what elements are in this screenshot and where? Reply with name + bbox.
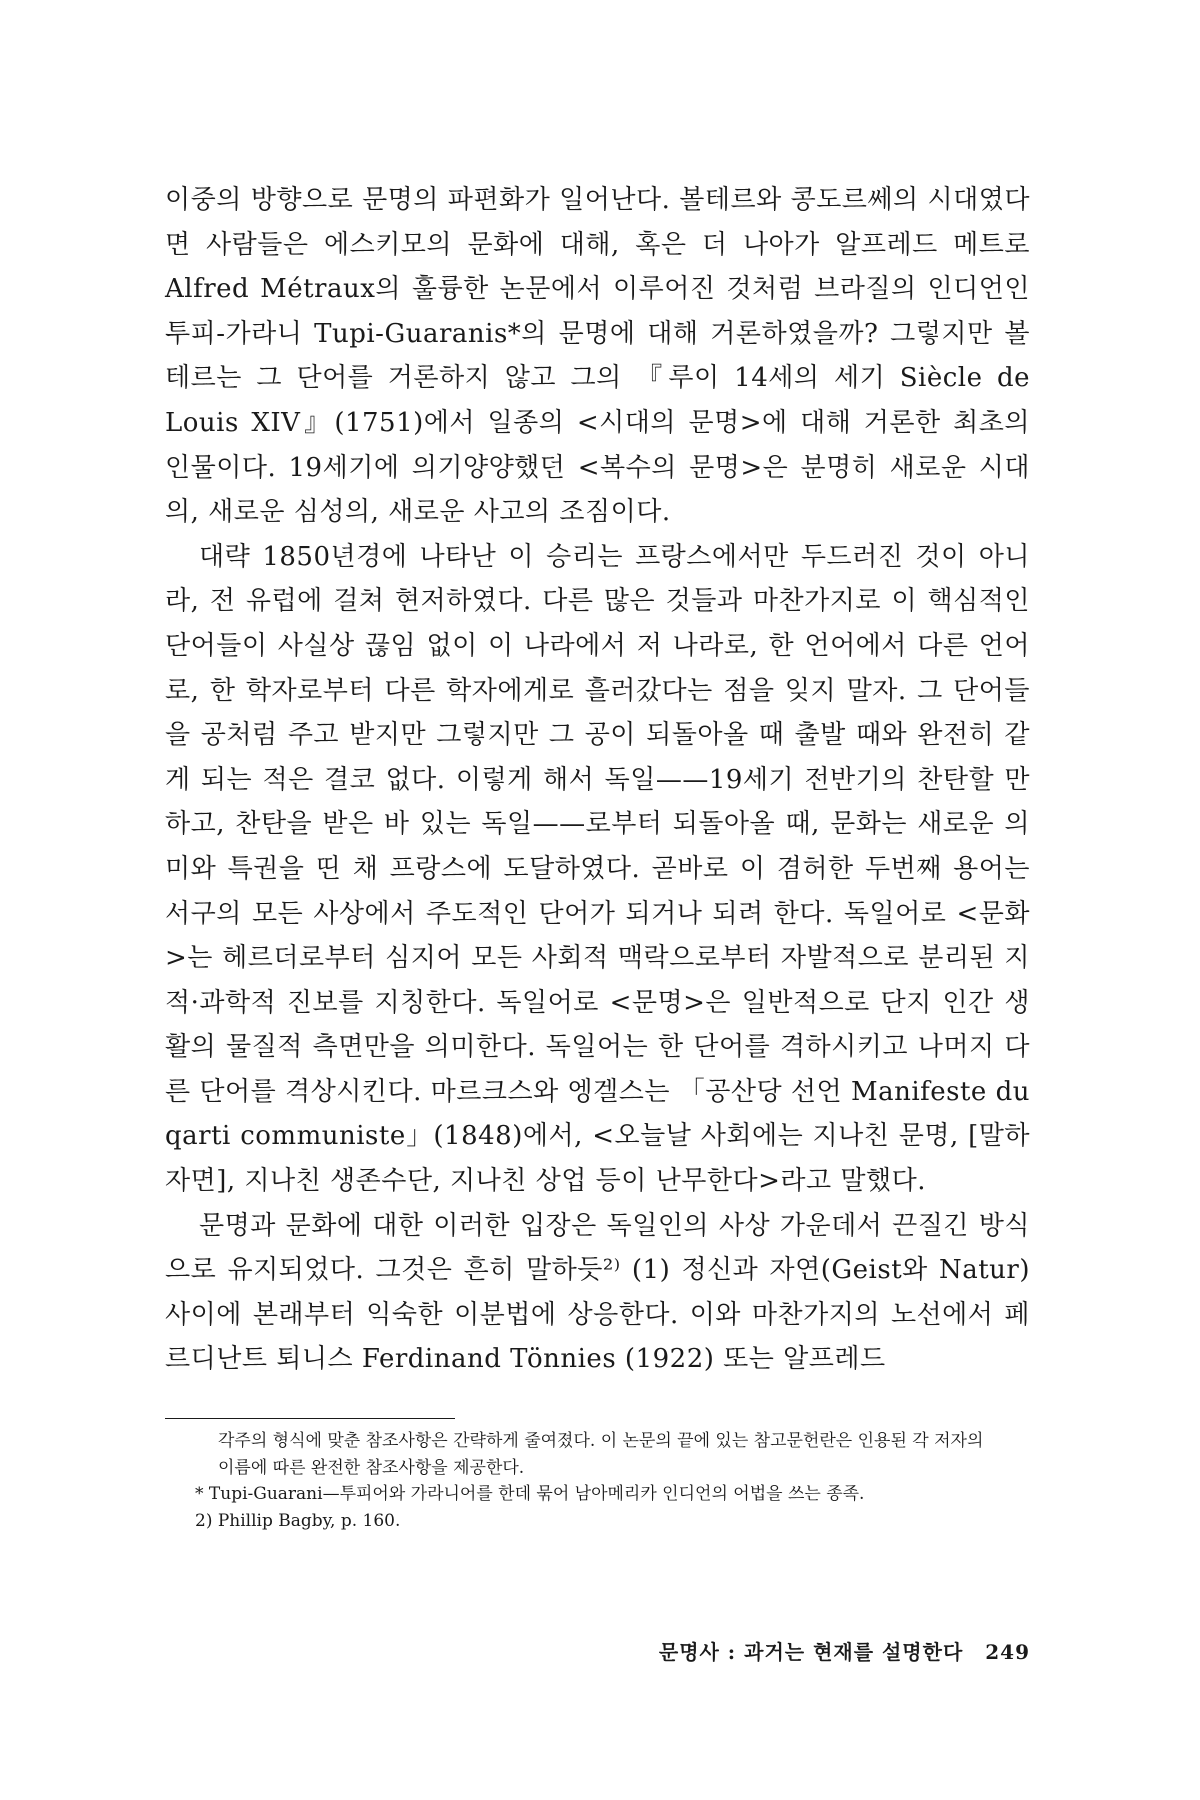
body-text xyxy=(165,178,1030,1382)
running-footer xyxy=(659,1636,1030,1665)
footnote-divider xyxy=(165,1418,455,1419)
paragraph-2: 대략 1850년경에 나타난 이 승리는 프랑스에서만 두드러진 것이 아니라, 전 유럽에 걸쳐 현저하였다. 다른 많은 것들과 마찬가지로 이 핵심적인 단어들이 사실상 끊임 없이 이 나라에서 저 나라로, 한 언어에서 다른 언어로, 한 학자로부터 다른 학자에게로 흘러갔다는 점을 잊지 말자. 그 단어들을 공처럼 주고 받지만 그렇지만 그 공이 되돌아올 때 출발 때와 완전히 같게 되는 적은 결코 없다. 이렇게 해서 독일——19세기 전반기의 찬탄할 만하고, 찬탄을 받은 바 있는 독일——로부터 되돌아올 때, 문화는 새로운 의미와 특권을 띤 채 프랑스에 도달하였다. 곧바로 이 겸허한 두번째 용어는 서구의 모든 사상에서 주도적인 단어가 되거나 되려 한다. 독일어로 <문화>는 헤르더로부터 심지어 모든 사회적 맥락으로부터 자발적으로 분리된 지적·과학적 진보를 지칭한다. 독일어로 <문명>은 일반적으로 단지 인간 생활의 물질적 측면만을 의미한다. 독일어는 한 단어를 격하시키고 나머지 다른 단어를 격상시킨다. 마르크스와 엥겔스는 「공산당 선언 Manifeste du qarti communiste」(1848)에서, <오늘날 사회에는 지나친 문명, [말하자면], 지나친 생존수단, 지나친 상업 등이 난무한다>라고 말했다. xyxy=(165,541,1030,1197)
footnote-asterisk: * Tupi-Guarani—투피어와 가라니어를 한데 묶어 남아메리카 인디언의 어법을 쓰는 종족. xyxy=(195,1484,865,1504)
page-number: 249 xyxy=(985,1640,1030,1664)
running-title: 문명사 : 과거는 현재를 설명한다 xyxy=(658,1640,964,1664)
paragraph-3: 문명과 문화에 대한 이러한 입장은 독일인의 사상 가운데서 끈질긴 방식으로 유지되었다. 그것은 흔히 말하듯²⁾ (1) 정신과 자연(Geist와 Natur) 사이에 본래부터 익숙한 이분법에 상응한다. 이와 마찬가지의 노선에서 페르디난트 퇴니스 Ferdinand Tönnies (1922) 또는 알프레드 xyxy=(165,1210,1030,1375)
footnote-2: 2) Phillip Bagby, p. 160. xyxy=(195,1510,401,1531)
footnote-general: 각주의 형식에 맞춘 참조사항은 간략하게 줄여졌다. 이 논문의 끝에 있는 참고문헌란은 인용된 각 저자의 이름에 따른 완전한 참조사항을 제공한다. xyxy=(218,1431,984,1478)
paragraph-1: 이중의 방향으로 문명의 파편화가 일어난다. 볼테르와 콩도르쎄의 시대였다면 사람들은 에스키모의 문화에 대해, 혹은 더 나아가 알프레드 메트로 Alfred Métraux의 훌륭한 논문에서 이루어진 것처럼 브라질의 인디언인 투피-가라니 Tupi-Guaranis*의 문명에 대해 거론하였을까? 그렇지만 볼테르는 그 단어를 거론하지 않고 그의 『루이 14세의 세기 Siècle de Louis XIV』(1751)에서 일종의 <시대의 문명>에 대해 거론한 최초의 인물이다. 19세기에 의기양양했던 <복수의 문명>은 분명히 새로운 시대의, 새로운 심성의, 새로운 사고의 조짐이다. xyxy=(165,185,1030,528)
footnotes xyxy=(195,1428,995,1534)
page-body xyxy=(165,178,1030,1382)
